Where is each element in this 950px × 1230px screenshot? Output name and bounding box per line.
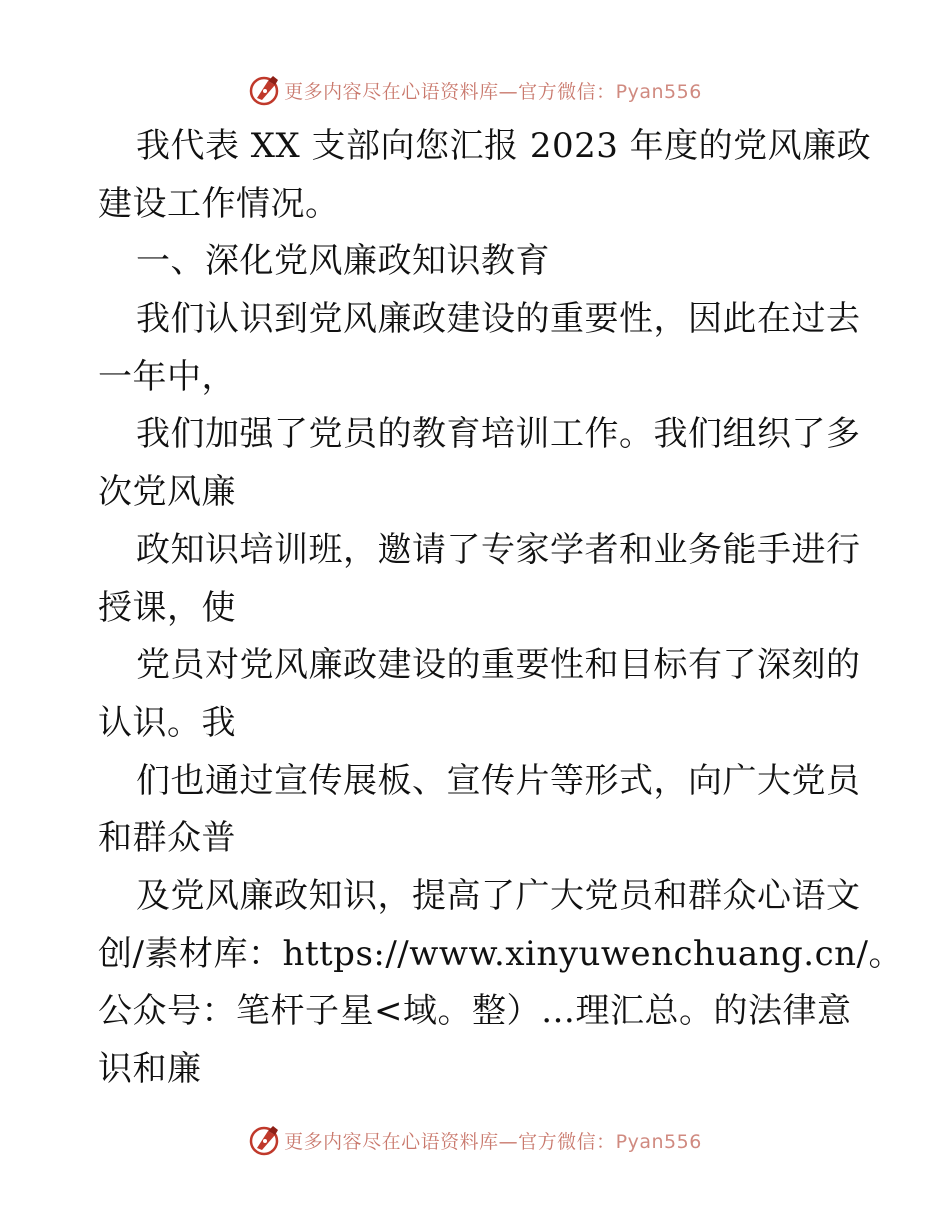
text-line: 政知识培训班，邀请了专家学者和业务能手进行 xyxy=(136,529,861,570)
header-banner xyxy=(0,70,950,110)
text-line: 识和廉 xyxy=(98,1049,202,1089)
text-line: 我们加强了党员的教育培训工作。我们组织了多 xyxy=(136,414,861,455)
text-line: 公众号：笔杆子星<域。整）…理汇总。的法律意 xyxy=(98,991,852,1032)
wechat-id: Pyan556 xyxy=(615,80,702,103)
text-line: 授课，使 xyxy=(98,587,236,628)
banner-text: 更多内容尽在心语资料库—官方微信：Pyan556 xyxy=(284,80,702,103)
footer-banner xyxy=(0,1120,950,1160)
text-line: 党员对党风廉政建设的重要性和目标有了深刻的 xyxy=(136,645,861,686)
section-heading: 一、深化党风廉政知识教育 xyxy=(136,241,550,282)
document-body xyxy=(98,118,903,1099)
text-line: 和群众普 xyxy=(98,818,236,859)
pen-nib-logo-icon xyxy=(248,1123,282,1157)
text-line: 次党风廉 xyxy=(98,472,236,513)
text-line: 一年中， xyxy=(98,356,236,397)
text-line: 建设工作情况。 xyxy=(98,183,340,224)
wechat-id: Pyan556 xyxy=(615,1130,702,1153)
text-line: 及党风廉政知识，提高了广大党员和群众心语文 xyxy=(136,875,861,916)
text-line: 们也通过宣传展板、宣传片等形式，向广大党员 xyxy=(136,760,861,801)
text-line: 我代表 XX 支部向您汇报 2023 年度的党风廉政 xyxy=(136,126,872,166)
text-line: 认识。我 xyxy=(98,702,236,743)
pen-nib-logo-icon xyxy=(248,73,282,107)
text-line: 我们认识到党风廉政建设的重要性，因此在过去 xyxy=(136,299,861,340)
banner-text: 更多内容尽在心语资料库—官方微信：Pyan556 xyxy=(284,1130,702,1153)
text-line: 创/素材库：https://www.xinyuwenchuang.cn/。 xyxy=(98,933,903,974)
